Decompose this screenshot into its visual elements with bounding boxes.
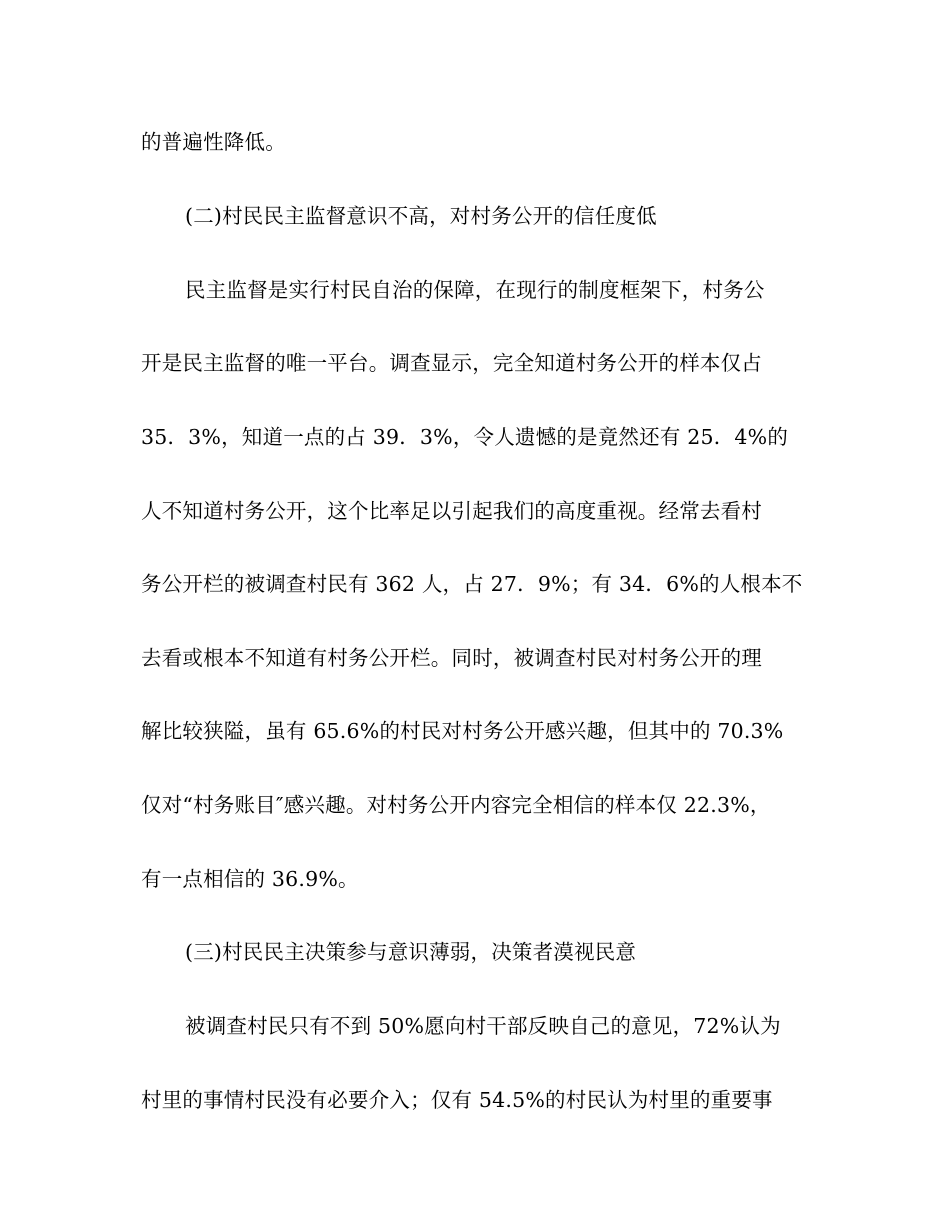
paragraph-line: 开是民主监督的唯一平台。调查显示，完全知道村务公开的样本仅占	[141, 351, 762, 375]
paragraph-line: 35．3%，知道一点的占 39．3%，令人遗憾的是竟然还有 25．4%的	[141, 425, 789, 449]
paragraph-line: 仅对“村务账目″感兴趣。对村务公开内容完全相信的样本仅 22.3%，	[141, 793, 771, 817]
paragraph-line: 去看或根本不知道有村务公开栏。同时，被调查村民对村务公开的理	[141, 646, 762, 670]
paragraph-line: 村里的事情村民没有必要介入；仅有 54.5%的村民认为村里的重要事	[141, 1088, 773, 1112]
paragraph-line: 被调查村民只有不到 50%愿向村干部反映自己的意见，72%认为	[185, 1014, 781, 1038]
paragraph-line: 务公开栏的被调查村民有 362 人，占 27．9%；有 34．6%的人根本不	[141, 572, 803, 596]
paragraph-continuation-line: 的普遍性降低。	[141, 130, 286, 154]
section-heading-3: (三)村民民主决策参与意识薄弱，决策者漠视民意	[185, 940, 637, 964]
paragraph-line: 民主监督是实行村民自治的保障，在现行的制度框架下，村务公	[185, 278, 765, 302]
paragraph-line: 有一点相信的 36.9%。	[141, 867, 359, 891]
paragraph-line: 人不知道村务公开，这个比率足以引起我们的高度重视。经常去看村	[141, 499, 762, 523]
section-heading-2: (二)村民民主监督意识不高，对村务公开的信任度低	[185, 204, 657, 228]
paragraph-line: 解比较狭隘，虽有 65.6%的村民对村务公开感兴趣，但其中的 70.3%	[141, 719, 784, 743]
